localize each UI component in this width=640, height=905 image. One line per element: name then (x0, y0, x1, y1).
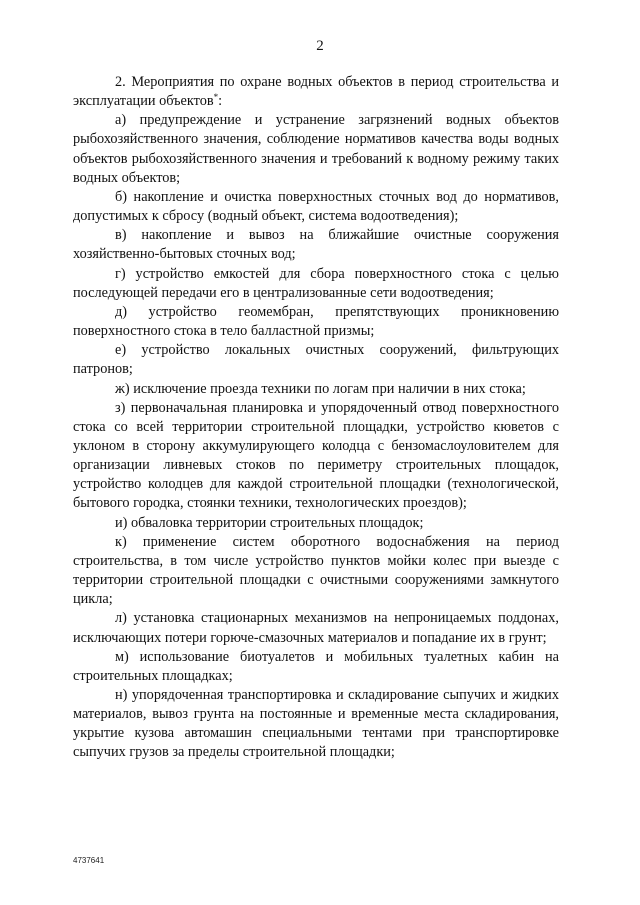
list-item-m: м) использование биотуалетов и мобильных туалетных кабин на строительных площадках; (73, 648, 559, 684)
section-intro-text: 2. Мероприятия по охране водных объектов в период строительства и эксплуатации объектов (73, 74, 559, 110)
document-body (73, 73, 559, 763)
list-item-e: е) устройство локальных очистных сооружений, фильтрующих патронов; (73, 342, 559, 378)
list-item-b: б) накопление и очистка поверхностных сточных вод до нормативов, допустимых к сбросу (водный объект, система водоотведения); (73, 188, 559, 225)
list-item-g: г) устройство емкостей для сбора поверхностного стока с целью последующей передачи его в централизованные сети водоотведения; (73, 265, 559, 301)
list-item-zh: ж) исключение проезда техники по логам при наличии в них стока; (115, 380, 526, 397)
section-intro (73, 73, 559, 111)
page-number: 2 (316, 38, 324, 54)
footnote-mark: * (213, 92, 219, 103)
list-item-a: а) предупреждение и устранение загрязнений водных объектов рыбохозяйственного значения, соблюдение нормативов качества воды водных объектов рыбохозяйственного значения и требований к водному режиму таких водных объектов; (73, 112, 559, 186)
list-item-v: в) накопление и вывоз на ближайшие очистные сооружения хозяйственно-бытовых сточных вод; (73, 227, 559, 263)
section-intro-tail: : (218, 93, 223, 110)
list-item-i: и) обваловка территории строительных площадок; (115, 514, 424, 531)
list-item-l: л) установка стационарных механизмов на непроницаемых поддонах, исключающих потери горюче-смазочных материалов и попадание их в грунт; (73, 610, 559, 646)
document-number: 4737641 (73, 856, 105, 865)
list-item-n: н) упорядоченная транспортировка и складирование сыпучих и жидких материалов, вывоз грунта на постоянные и временные места складирования, укрытие кузова автомашин специальными тентами при транспортировке сыпучих грузов за пределы строительной площадки; (73, 687, 559, 761)
list-item-k: к) применение систем оборотного водоснабжения на период строительства, в том числе устройство пунктов мойки колес при выезде с территории строительной площадки с очистными сооружениями замкнутого цикла; (73, 533, 559, 608)
list-item-d: д) устройство геомембран, препятствующих проникновению поверхностного стока в тело балластной призмы; (73, 303, 559, 340)
list-item-z: з) первоначальная планировка и упорядоченный отвод поверхностного стока со всей территории строительной площадки, устройство кюветов с уклоном в сторону аккумулирующего колодца с бензомаслоуловителем для организации ливневых стоков по периметру строительных площадок, устройство колодцев для каждой строительной площадки (технологической, бытового городка, стоянки техники, технологических проездов); (73, 399, 559, 512)
